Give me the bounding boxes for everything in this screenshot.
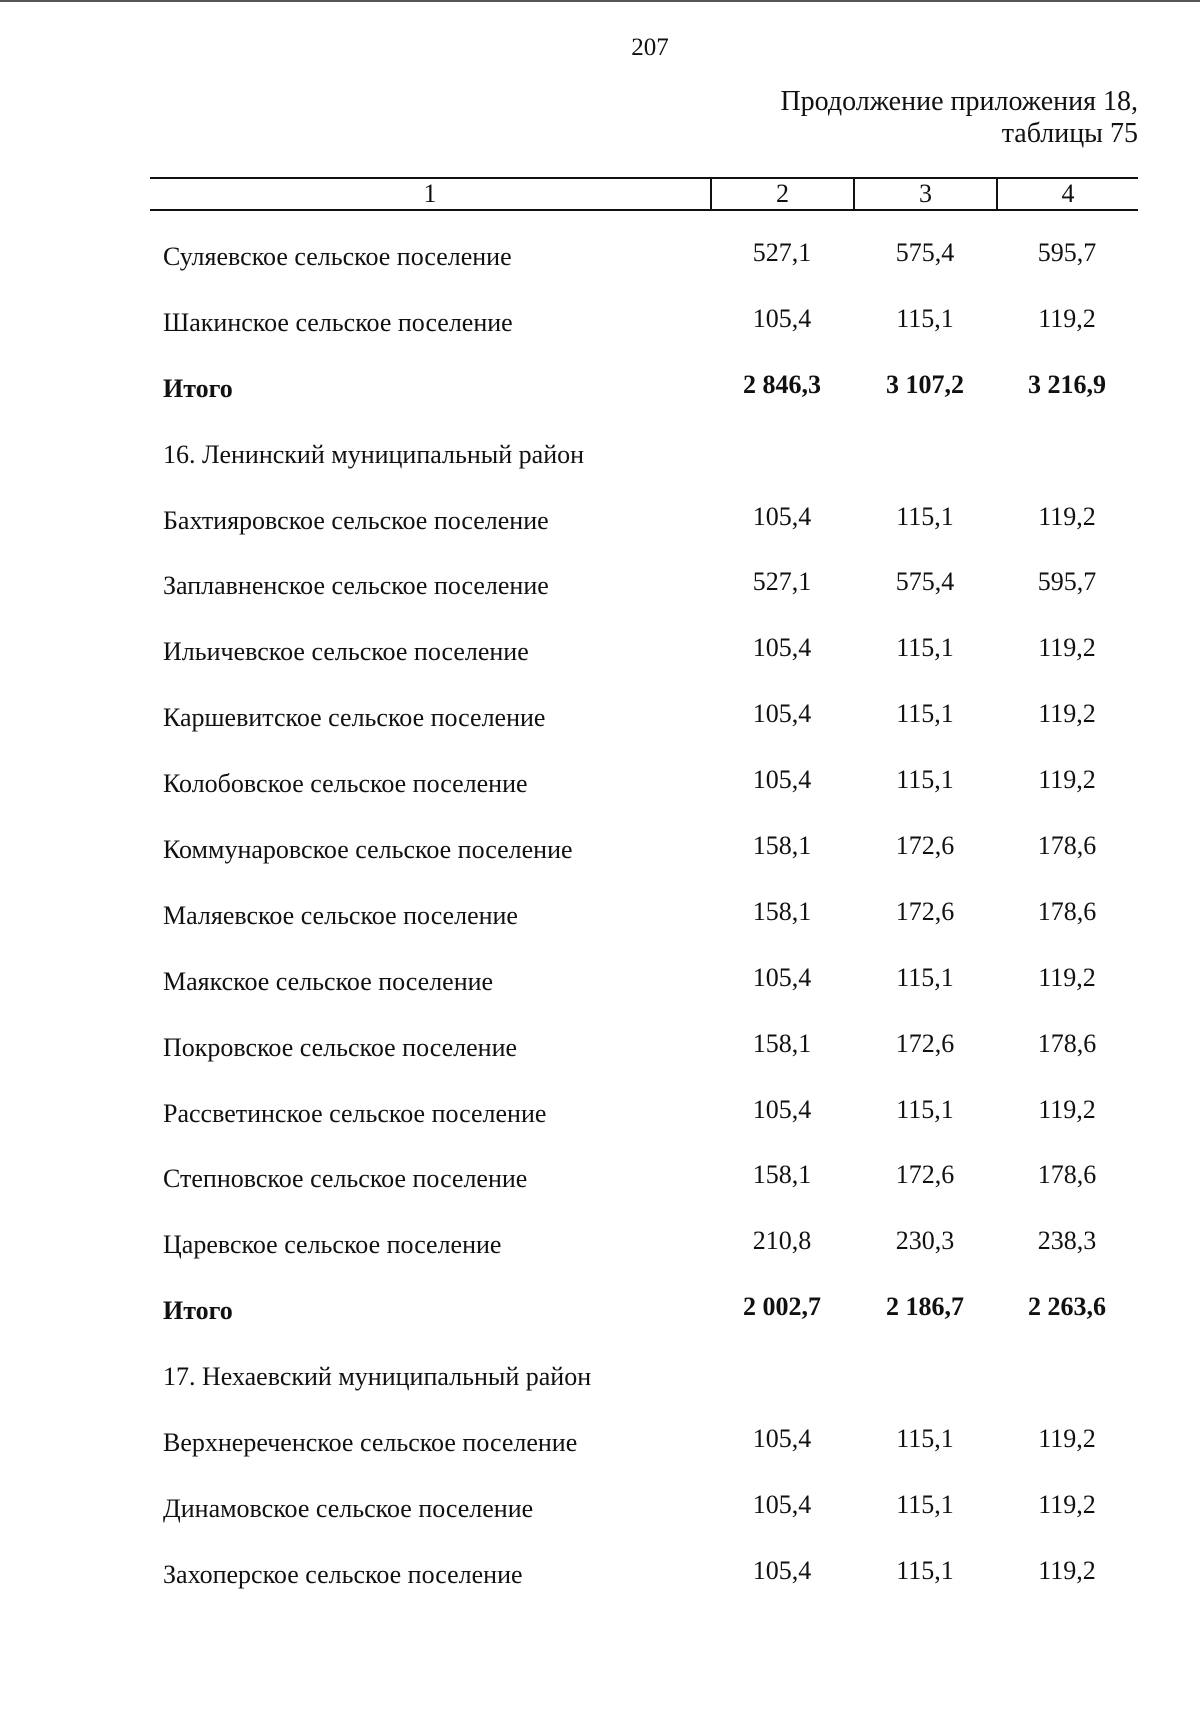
value-col-2: 105,4 bbox=[752, 962, 812, 992]
table-row bbox=[0, 821, 1200, 887]
value-col-4: 2 263,6 bbox=[1028, 1292, 1106, 1322]
value-col-4: 238,3 bbox=[1037, 1226, 1097, 1256]
row-label: Итого bbox=[163, 373, 233, 403]
row-label: Коммунаровское сельское поселение bbox=[163, 835, 573, 865]
value-col-2: 105,4 bbox=[752, 1489, 812, 1519]
table-row bbox=[0, 1019, 1200, 1085]
value-col-4: 3 216,9 bbox=[1028, 369, 1106, 399]
value-col-4: 119,2 bbox=[1038, 303, 1096, 333]
row-label: Заплавненское сельское поселение bbox=[163, 571, 549, 601]
value-col-4: 119,2 bbox=[1038, 765, 1096, 795]
value-col-3: 172,6 bbox=[895, 831, 955, 861]
row-label: Суляевское сельское поселение bbox=[163, 242, 512, 271]
value-col-2: 105,4 bbox=[752, 1094, 812, 1124]
value-col-2: 158,1 bbox=[752, 1028, 812, 1058]
value-col-4: 178,6 bbox=[1037, 1160, 1097, 1190]
value-col-4: 119,2 bbox=[1038, 962, 1096, 992]
value-col-4: 178,6 bbox=[1037, 1028, 1097, 1058]
header-col-3: 3 bbox=[853, 179, 996, 209]
row-label: Итого bbox=[163, 1296, 233, 1326]
value-col-2: 105,4 bbox=[752, 1424, 812, 1454]
table-row bbox=[0, 228, 1200, 294]
value-col-2: 158,1 bbox=[752, 831, 812, 861]
value-col-3: 115,1 bbox=[896, 303, 954, 333]
value-col-3: 2 186,7 bbox=[886, 1292, 964, 1322]
value-col-4: 178,6 bbox=[1037, 831, 1097, 861]
value-col-2: 105,4 bbox=[752, 1555, 812, 1585]
row-label: Рассветинское сельское поселение bbox=[163, 1098, 547, 1128]
value-col-4: 178,6 bbox=[1037, 896, 1097, 926]
table-row bbox=[0, 557, 1200, 623]
header-col-2: 2 bbox=[710, 179, 853, 209]
value-col-3: 575,4 bbox=[895, 567, 955, 597]
caption-line-2: таблицы 75 bbox=[1001, 118, 1138, 149]
header-col-1: 1 bbox=[423, 179, 437, 208]
row-label: Динамовское сельское поселение bbox=[163, 1493, 534, 1523]
value-col-2: 105,4 bbox=[752, 765, 812, 795]
row-label: Царевское сельское поселение bbox=[163, 1230, 502, 1260]
section-heading-row bbox=[0, 1348, 1200, 1414]
row-label: Шакинское сельское поселение bbox=[163, 307, 513, 337]
row-label: Верхнереченское сельское поселение bbox=[163, 1428, 578, 1458]
section-heading: 16. Ленинский муниципальный район bbox=[163, 439, 585, 469]
header-col-4: 4 bbox=[996, 179, 1138, 209]
table-row bbox=[0, 887, 1200, 953]
value-col-2: 105,4 bbox=[752, 501, 812, 531]
row-label: Бахтияровское сельское поселение bbox=[163, 505, 549, 535]
value-col-3: 115,1 bbox=[896, 699, 954, 729]
value-col-4: 119,2 bbox=[1038, 1424, 1096, 1454]
page-number: 207 bbox=[631, 34, 669, 61]
value-col-4: 119,2 bbox=[1038, 1489, 1096, 1519]
table-row bbox=[0, 755, 1200, 821]
value-col-3: 172,6 bbox=[895, 1028, 955, 1058]
caption-line-1: Продолжение приложения 18, bbox=[780, 86, 1138, 117]
table-body bbox=[0, 228, 1200, 1612]
value-col-3: 115,1 bbox=[896, 765, 954, 795]
value-col-4: 119,2 bbox=[1038, 1094, 1096, 1124]
value-col-3: 115,1 bbox=[896, 633, 954, 663]
table-row bbox=[0, 1414, 1200, 1480]
section-heading-row bbox=[0, 426, 1200, 492]
table-row bbox=[0, 623, 1200, 689]
page-top-border bbox=[0, 0, 1200, 2]
value-col-3: 172,6 bbox=[895, 896, 955, 926]
value-col-3: 115,1 bbox=[896, 501, 954, 531]
row-label: Ильичевское сельское поселение bbox=[163, 637, 529, 667]
table-row bbox=[0, 1546, 1200, 1612]
row-label: Захоперское сельское поселение bbox=[163, 1559, 523, 1589]
value-col-2: 527,1 bbox=[752, 567, 812, 597]
table-row bbox=[0, 1480, 1200, 1546]
value-col-2: 158,1 bbox=[752, 1160, 812, 1190]
value-col-2: 105,4 bbox=[752, 699, 812, 729]
table-row bbox=[0, 294, 1200, 360]
value-col-2: 2 846,3 bbox=[743, 369, 821, 399]
value-col-4: 119,2 bbox=[1038, 633, 1096, 663]
value-col-4: 119,2 bbox=[1038, 699, 1096, 729]
total-row bbox=[0, 1282, 1200, 1348]
row-label: Покровское сельское поселение bbox=[163, 1032, 518, 1062]
table-row bbox=[0, 1150, 1200, 1216]
value-col-2: 527,1 bbox=[752, 238, 812, 267]
value-col-3: 115,1 bbox=[896, 1424, 954, 1454]
table-row bbox=[0, 492, 1200, 558]
value-col-2: 158,1 bbox=[752, 896, 812, 926]
value-col-3: 115,1 bbox=[896, 1489, 954, 1519]
value-col-2: 105,4 bbox=[752, 633, 812, 663]
total-row bbox=[0, 360, 1200, 426]
table-row bbox=[0, 953, 1200, 1019]
table-row bbox=[0, 1085, 1200, 1151]
table-row bbox=[0, 1216, 1200, 1282]
value-col-3: 115,1 bbox=[896, 962, 954, 992]
row-label: Маляевское сельское поселение bbox=[163, 900, 518, 930]
value-col-2: 2 002,7 bbox=[743, 1292, 821, 1322]
value-col-3: 115,1 bbox=[896, 1555, 954, 1585]
row-label: Маякское сельское поселение bbox=[163, 966, 494, 996]
value-col-4: 595,7 bbox=[1037, 238, 1097, 267]
table-header-row bbox=[150, 177, 1138, 211]
value-col-4: 119,2 bbox=[1038, 1555, 1096, 1585]
value-col-2: 105,4 bbox=[752, 303, 812, 333]
value-col-2: 210,8 bbox=[752, 1226, 812, 1256]
value-col-3: 230,3 bbox=[895, 1226, 955, 1256]
row-label: Колобовское сельское поселение bbox=[163, 769, 528, 799]
table-caption bbox=[780, 86, 1138, 150]
row-label: Степновское сельское поселение bbox=[163, 1164, 528, 1194]
value-col-3: 115,1 bbox=[896, 1094, 954, 1124]
value-col-4: 595,7 bbox=[1037, 567, 1097, 597]
row-label: Каршевитское сельское поселение bbox=[163, 703, 546, 733]
value-col-3: 3 107,2 bbox=[886, 369, 964, 399]
value-col-4: 119,2 bbox=[1038, 501, 1096, 531]
value-col-3: 172,6 bbox=[895, 1160, 955, 1190]
table-row bbox=[0, 689, 1200, 755]
value-col-3: 575,4 bbox=[895, 238, 955, 267]
section-heading: 17. Нехаевский муниципальный район bbox=[163, 1362, 592, 1392]
